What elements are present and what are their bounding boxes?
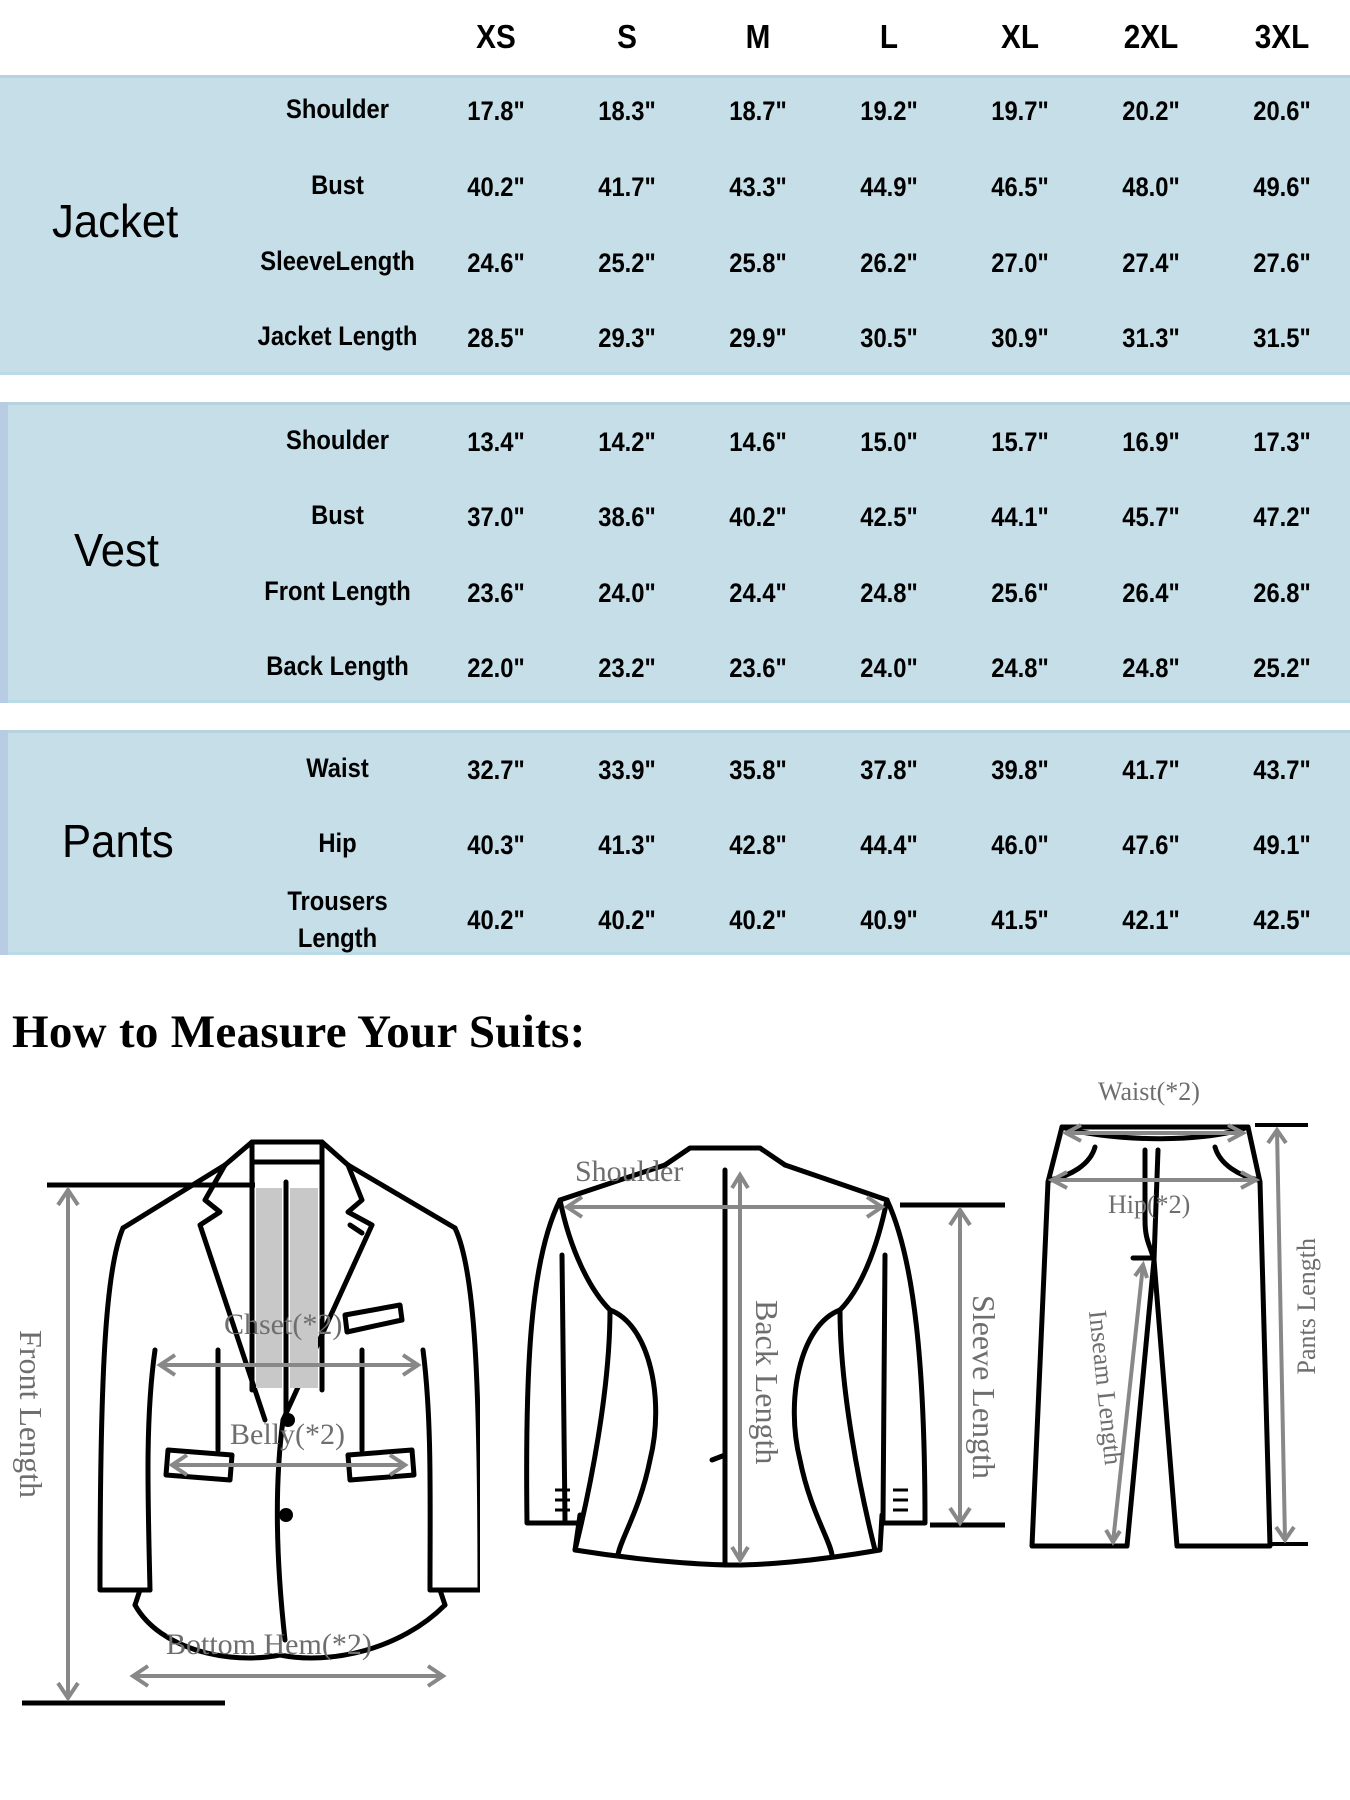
measurement-label: Jacket Length bbox=[257, 321, 418, 351]
size-column-header: S bbox=[617, 18, 637, 55]
measurement-label: Waist bbox=[306, 753, 369, 783]
table-cell: 18.7" bbox=[729, 96, 787, 126]
table-cell: 14.6" bbox=[729, 427, 787, 457]
table-cell: 27.0" bbox=[991, 248, 1049, 278]
size-column-header: 3XL bbox=[1254, 18, 1310, 55]
size-column-header: M bbox=[745, 18, 771, 55]
table-row bbox=[0, 93, 1350, 143]
measurement-label bbox=[234, 883, 441, 957]
table-row bbox=[0, 827, 1350, 877]
garment-label-jacket: Jacket bbox=[52, 195, 179, 247]
table-cell: 48.0" bbox=[1122, 172, 1180, 202]
measurement-label: Bust bbox=[311, 170, 364, 200]
table-row bbox=[0, 575, 1350, 625]
measurement-label: SleeveLength bbox=[260, 246, 415, 276]
table-cell: 17.3" bbox=[1253, 427, 1311, 457]
front-jacket-diagram bbox=[0, 1120, 480, 1720]
table-cell: 27.4" bbox=[1122, 248, 1180, 278]
table-cell: 35.8" bbox=[729, 755, 787, 785]
table-cell: 24.0" bbox=[598, 578, 656, 608]
table-cell: 42.5" bbox=[860, 502, 918, 532]
table-cell: 30.5" bbox=[860, 323, 918, 353]
table-cell: 19.2" bbox=[860, 96, 918, 126]
table-cell: 25.2" bbox=[598, 248, 656, 278]
measurement-label: Hip bbox=[318, 828, 357, 858]
table-cell: 42.5" bbox=[1253, 905, 1311, 935]
table-cell: 25.6" bbox=[991, 578, 1049, 608]
belly-label: Belly(*2) bbox=[230, 1418, 345, 1451]
table-row bbox=[0, 650, 1350, 700]
table-row bbox=[0, 169, 1350, 219]
measurement-label-line: Length bbox=[297, 923, 378, 953]
table-cell: 32.7" bbox=[467, 755, 525, 785]
table-row bbox=[0, 752, 1350, 802]
table-row bbox=[0, 245, 1350, 295]
table-cell: 24.6" bbox=[467, 248, 525, 278]
table-cell: 30.9" bbox=[991, 323, 1049, 353]
table-cell: 25.2" bbox=[1253, 653, 1311, 683]
jacket-section bbox=[0, 75, 1350, 375]
table-row bbox=[0, 499, 1350, 549]
table-cell: 26.8" bbox=[1253, 578, 1311, 608]
pants-length-label: Pants Length bbox=[1292, 1238, 1321, 1375]
table-cell: 47.2" bbox=[1253, 502, 1311, 532]
table-cell: 24.8" bbox=[991, 653, 1049, 683]
table-cell: 20.6" bbox=[1253, 96, 1311, 126]
table-cell: 31.5" bbox=[1253, 323, 1311, 353]
table-cell: 17.8" bbox=[467, 96, 525, 126]
table-cell: 16.9" bbox=[1122, 427, 1180, 457]
table-cell: 29.9" bbox=[729, 323, 787, 353]
size-column-header: XL bbox=[1001, 18, 1039, 55]
table-cell: 41.5" bbox=[991, 905, 1049, 935]
table-cell: 23.6" bbox=[467, 578, 525, 608]
lining-shade bbox=[256, 1188, 282, 1388]
table-cell: 40.2" bbox=[598, 905, 656, 935]
table-cell: 23.2" bbox=[598, 653, 656, 683]
table-cell: 24.8" bbox=[1122, 653, 1180, 683]
table-cell: 14.2" bbox=[598, 427, 656, 457]
table-cell: 15.7" bbox=[991, 427, 1049, 457]
table-row bbox=[0, 320, 1350, 370]
table-cell: 24.8" bbox=[860, 578, 918, 608]
table-cell: 43.7" bbox=[1253, 755, 1311, 785]
waist-label: Waist(*2) bbox=[1098, 1077, 1200, 1106]
table-cell: 31.3" bbox=[1122, 323, 1180, 353]
table-cell: 40.3" bbox=[467, 830, 525, 860]
table-cell: 28.5" bbox=[467, 323, 525, 353]
front-length-label: Front Length bbox=[13, 1330, 49, 1498]
bottom-hem-label: Bottom Hem(*2) bbox=[166, 1628, 372, 1661]
pants-illustration bbox=[1020, 1080, 1350, 1720]
table-cell: 44.1" bbox=[991, 502, 1049, 532]
measurement-label: Shoulder bbox=[286, 94, 389, 124]
table-cell: 37.8" bbox=[860, 755, 918, 785]
button-icon bbox=[279, 1508, 293, 1522]
table-cell: 18.3" bbox=[598, 96, 656, 126]
table-cell: 41.3" bbox=[598, 830, 656, 860]
sleeve-length-label: Sleeve Length bbox=[966, 1295, 1002, 1479]
table-cell: 49.6" bbox=[1253, 172, 1311, 202]
table-cell: 40.2" bbox=[729, 502, 787, 532]
table-cell: 39.8" bbox=[991, 755, 1049, 785]
inseam-length-label: Inseam Length bbox=[1082, 1308, 1129, 1467]
size-header-row bbox=[0, 0, 1350, 75]
table-cell: 19.7" bbox=[991, 96, 1049, 126]
measurement-label: Bust bbox=[311, 500, 364, 530]
measurement-label: Shoulder bbox=[286, 425, 389, 455]
shoulder-label: Shoulder bbox=[575, 1155, 684, 1188]
table-cell: 40.2" bbox=[729, 905, 787, 935]
table-cell: 26.2" bbox=[860, 248, 918, 278]
table-cell: 41.7" bbox=[598, 172, 656, 202]
table-cell: 24.4" bbox=[729, 578, 787, 608]
table-cell: 24.0" bbox=[860, 653, 918, 683]
table-cell: 40.2" bbox=[467, 905, 525, 935]
measurement-label: Back Length bbox=[266, 651, 409, 681]
vest-section bbox=[0, 402, 1350, 703]
size-column-header: XS bbox=[476, 18, 516, 55]
table-cell: 29.3" bbox=[598, 323, 656, 353]
table-cell: 42.1" bbox=[1122, 905, 1180, 935]
size-column-header: L bbox=[879, 18, 899, 55]
table-cell: 44.9" bbox=[860, 172, 918, 202]
back-length-label: Back Length bbox=[749, 1300, 785, 1465]
measure-guide-title: How to Measure Your Suits: bbox=[12, 1006, 586, 1058]
table-cell: 41.7" bbox=[1122, 755, 1180, 785]
table-cell: 40.2" bbox=[467, 172, 525, 202]
size-column-header: 2XL bbox=[1123, 18, 1179, 55]
lining-shade bbox=[290, 1188, 318, 1388]
table-cell: 20.2" bbox=[1122, 96, 1180, 126]
table-cell: 42.8" bbox=[729, 830, 787, 860]
table-cell: 27.6" bbox=[1253, 248, 1311, 278]
table-cell: 23.6" bbox=[729, 653, 787, 683]
table-cell: 38.6" bbox=[598, 502, 656, 532]
table-cell: 47.6" bbox=[1122, 830, 1180, 860]
pants-section bbox=[0, 730, 1350, 955]
table-cell: 46.5" bbox=[991, 172, 1049, 202]
table-cell: 45.7" bbox=[1122, 502, 1180, 532]
table-cell: 15.0" bbox=[860, 427, 918, 457]
table-cell: 37.0" bbox=[467, 502, 525, 532]
table-cell: 43.3" bbox=[729, 172, 787, 202]
chest-label: Chset(*2) bbox=[224, 1308, 343, 1341]
table-cell: 46.0" bbox=[991, 830, 1049, 860]
pants-diagram bbox=[1020, 1077, 1350, 1720]
table-cell: 13.4" bbox=[467, 427, 525, 457]
table-cell: 40.9" bbox=[860, 905, 918, 935]
table-cell: 25.8" bbox=[729, 248, 787, 278]
garment-label-vest: Vest bbox=[74, 524, 160, 576]
back-jacket-diagram bbox=[510, 1110, 1010, 1710]
hip-label: Hip(*2) bbox=[1108, 1190, 1191, 1219]
table-cell: 44.4" bbox=[860, 830, 918, 860]
measurement-label-line: Trousers bbox=[287, 886, 388, 916]
table-cell: 33.9" bbox=[598, 755, 656, 785]
measurement-label: Front Length bbox=[264, 576, 411, 606]
garment-label-pants: Pants bbox=[62, 815, 174, 867]
table-row bbox=[0, 424, 1350, 474]
table-row bbox=[0, 886, 1350, 953]
table-cell: 26.4" bbox=[1122, 578, 1180, 608]
table-cell: 22.0" bbox=[467, 653, 525, 683]
table-cell: 49.1" bbox=[1253, 830, 1311, 860]
